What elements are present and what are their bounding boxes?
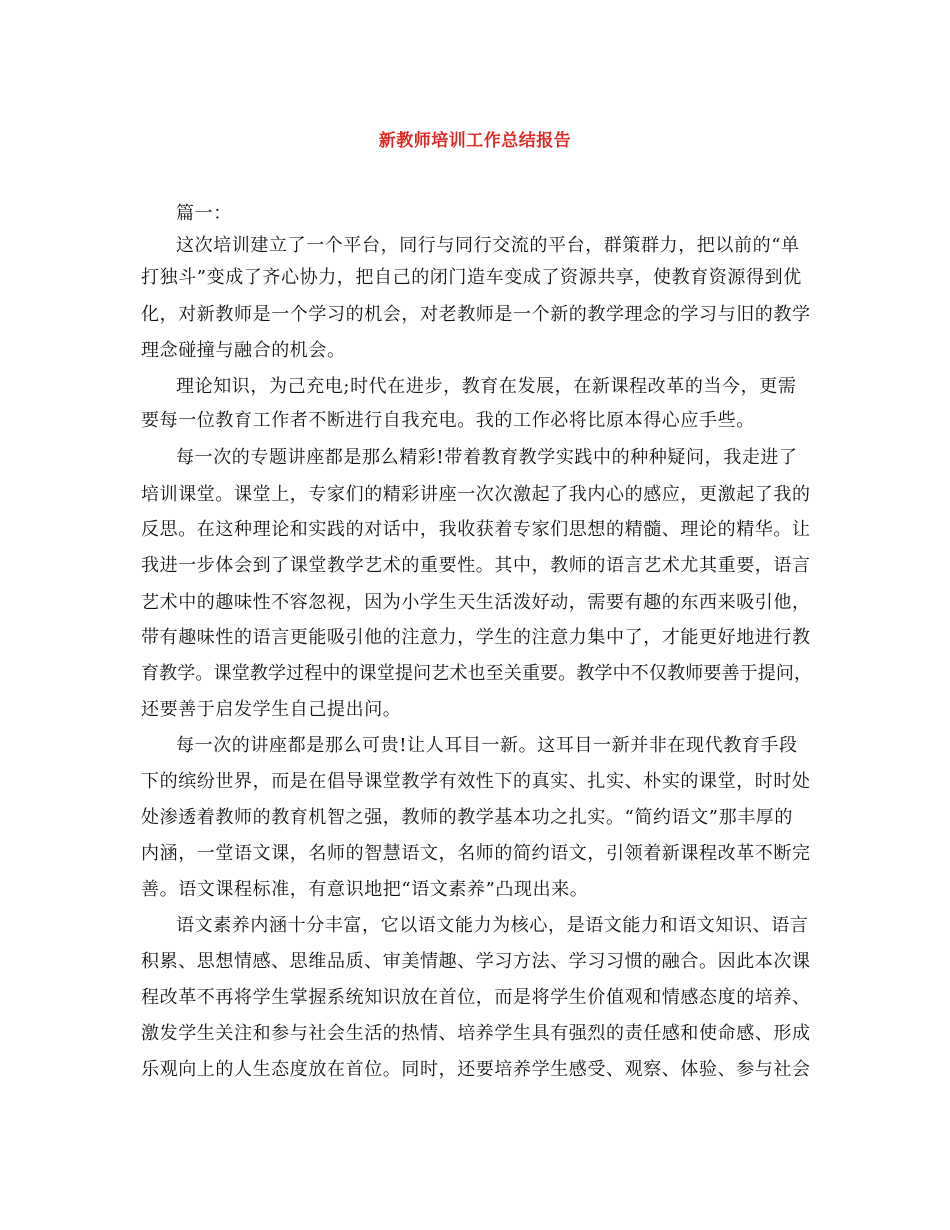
paragraph-line: 语文素养内涵十分丰富，它以语文能力为核心，是语文能力和语文知识、语言 [176, 915, 809, 936]
paragraph-line: 理念碰撞与融合的机会。 [141, 340, 346, 361]
paragraph-line: 激发学生关注和参与社会生活的热情、培养学生具有强烈的责任感和使命感、形成 [141, 1023, 811, 1044]
paragraph-line: 反思。在这种理论和实践的对话中，我收获着专家们思想的精髓、理论的精华。让 [141, 519, 811, 540]
paragraph-line: 每一次的专题讲座都是那么精彩!带着教育教学实践中的种种疑问，我走进了 [176, 447, 798, 468]
paragraph-line: 理论知识，为己充电;时代在进步，教育在发展，在新课程改革的当今，更需 [176, 376, 797, 397]
paragraph-line: 还要善于启发学生自己提出问。 [141, 699, 402, 720]
paragraph-line: 要每一位教育工作者不断进行自我充电。我的工作必将比原本得心应手些。 [141, 410, 755, 431]
paragraph-line: 乐观向上的人生态度放在首位。同时，还要培养学生感受、观察、体验、参与社会 [141, 1059, 811, 1080]
paragraph-line: 培训课堂。课堂上，专家们的精彩讲座一次次激起了我内心的感应，更激起了我的 [141, 484, 811, 505]
paragraph-line: 这次培训建立了一个平台，同行与同行交流的平台，群策群力，把以前的“单 [176, 235, 800, 256]
paragraph-line: 程改革不再将学生掌握系统知识放在首位，而是将学生价值观和情感态度的培养、 [141, 987, 811, 1008]
paragraph-line: 处渗透着教师的教育机智之强，教师的教学基本功之扎实。“简约语文”那丰厚的 [141, 807, 794, 828]
paragraph-line: 我进一步体会到了课堂教学艺术的重要性。其中，教师的语言艺术尤其重要，语言 [141, 555, 811, 576]
paragraph-line: 善。语文课程标准，有意识地把“语文素养”凸现出来。 [141, 879, 589, 900]
paragraph-line: 下的缤纷世界，而是在倡导课堂教学有效性下的真实、扎实、朴实的课堂，时时处 [141, 771, 811, 792]
document-title: 新教师培训工作总结报告 [378, 131, 572, 151]
paragraph-line: 打独斗”变成了齐心协力，把自己的闭门造车变成了资源共享，使教育资源得到优 [141, 267, 802, 288]
paragraph-line: 篇一： [176, 203, 232, 224]
paragraph-line: 积累、思想情感、思维品质、审美情趣、学习方法、学习习惯的融合。因此本次课 [141, 951, 811, 972]
paragraph-line: 化，对新教师是一个学习的机会，对老教师是一个新的教学理念的学习与旧的教学 [141, 304, 811, 325]
paragraph-line: 育教学。课堂教学过程中的课堂提问艺术也至关重要。教学中不仅教师要善于提问， [141, 663, 813, 684]
paragraph-line: 内涵，一堂语文课，名师的智慧语文，名师的简约语文，引领着新课程改革不断完 [141, 843, 811, 864]
paragraph-line: 艺术中的趣味性不容忽视，因为小学生天生活泼好动，需要有趣的东西来吸引他， [141, 592, 811, 613]
paragraph-line: 每一次的讲座都是那么可贵!让人耳目一新。这耳目一新并非在现代教育手段 [176, 735, 798, 756]
paragraph-line: 带有趣味性的语言更能吸引他的注意力，学生的注意力集中了，才能更好地进行教 [141, 627, 811, 648]
